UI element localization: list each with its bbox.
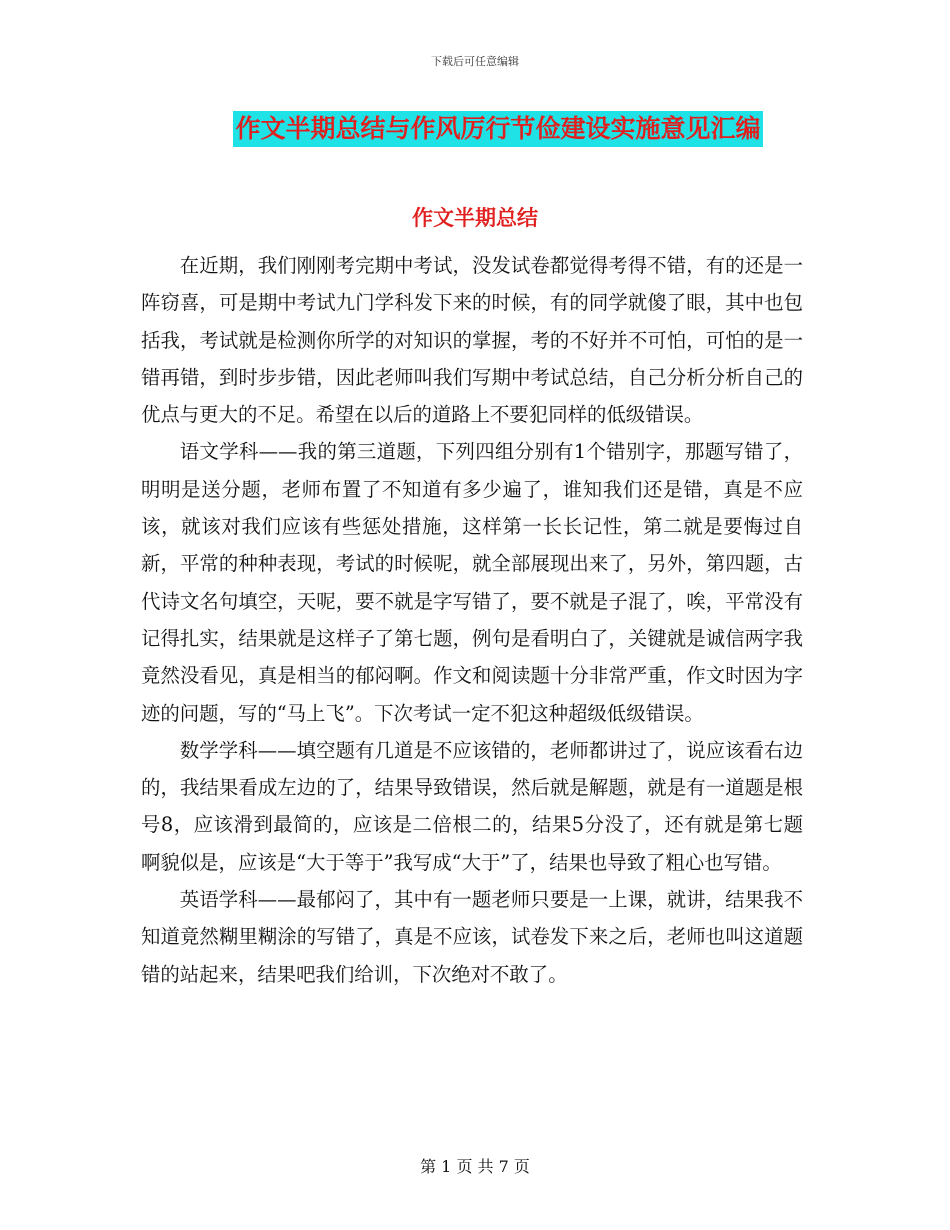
header-note: 下载后可任意编辑 — [431, 55, 519, 68]
paragraph: 在近期，我们刚刚考完期中考试，没发试卷都觉得考得不错，有的还是一阵窃喜，可是期中考试九门学科发下来的时候，有的同学就傻了眼，其中也包括我，考试就是检测你所学的对知识的掌握，考的不好并不可怕，可怕的是一错再错，到时步步错，因此老师叫我们写期中考试总结，自己分析分析自己的优点与更大的不足。希望在以后的道路上不要犯同样的低级错误。 — [141, 254, 803, 427]
page-footer: 第 1 页 共 7 页 — [420, 1157, 530, 1176]
paragraph: 数学学科——填空题有几道是不应该错的，老师都讲过了，说应该看右边的，我结果看成左边的了，结果导致错误，然后就是解题，就是有一道题是根号8，应该滑到最简的，应该是二倍根二的，结果5分没了，还有就是第七题啊貌似是，应该是“大于等于”我写成“大于”了，结果也导致了粗心也写错。 — [141, 738, 803, 874]
document-title: 作文半期总结与作风厉行节俭建设实施意见汇编 — [233, 111, 762, 147]
section-title: 作文半期总结 — [412, 205, 538, 230]
document-title-row — [0, 111, 950, 147]
paragraph: 语文学科——我的第三道题，下列四组分别有1个错别字，那题写错了，明明是送分题，老师布置了不知道有多少遍了，谁知我们还是错，真是不应该，就该对我们应该有些惩处措施，这样第一长长记性，第二就是要悔过自新，平常的种种表现，考试的时候呢，就全部展现出来了，另外，第四题，古代诗文名句填空，天呢，要不就是字写错了，要不就是子混了，唉，平常没有记得扎实，结果就是这样子了第七题，例句是看明白了，关键就是诚信两字我竟然没看见，真是相当的郁闷啊。作文和阅读题十分非常严重，作文时因为字迹的问题，写的“马上飞”。下次考试一定不犯这种超级低级错误。 — [141, 440, 803, 725]
paragraph: 英语学科——最郁闷了，其中有一题老师只要是一上课，就讲，结果我不知道竟然糊里糊涂的写错了，真是不应该，试卷发下来之后，老师也叫这道题错的站起来，结果吧我们给训，下次绝对不敢了。 — [141, 888, 803, 986]
body-text — [141, 247, 803, 993]
